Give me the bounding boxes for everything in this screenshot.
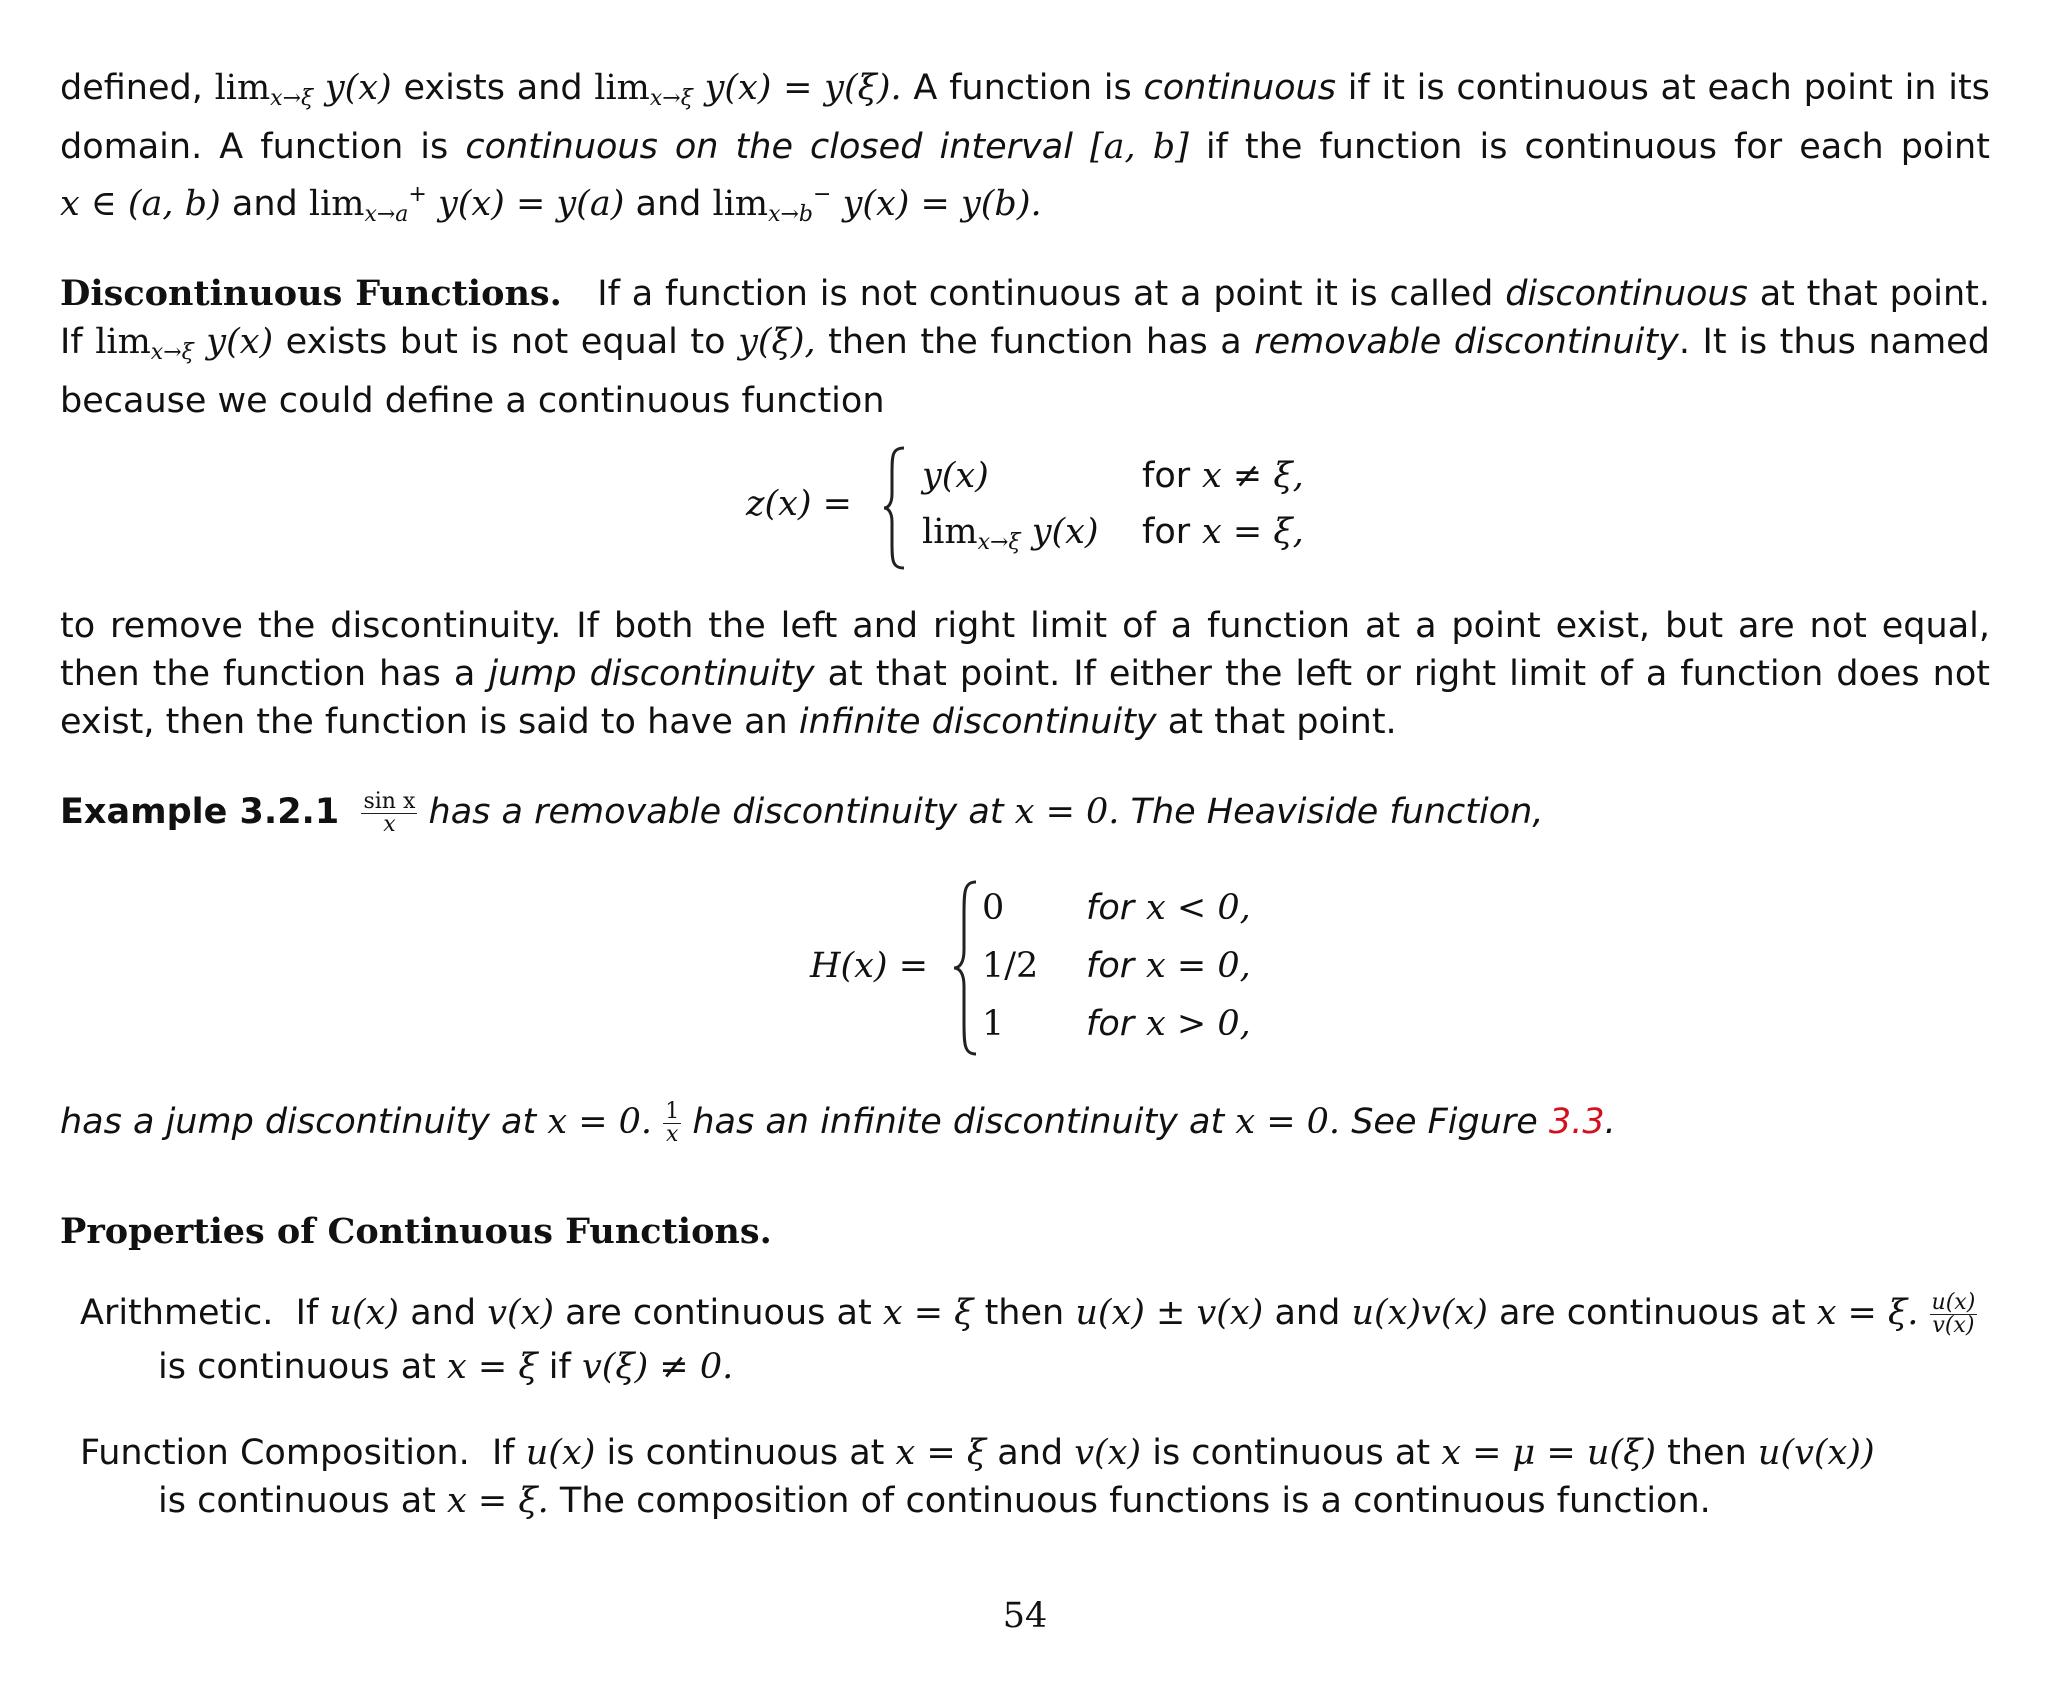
math-expr: [a, b]: [1089, 127, 1189, 167]
math-expr: u(x)v(x): [1351, 1293, 1488, 1333]
text: . It is thus named because we could define a continuous function: [60, 322, 1990, 421]
math-expr: v(ξ) ≠ 0.: [581, 1347, 734, 1387]
property-function-composition-continued: [80, 1476, 1990, 1526]
math-expr: y(x): [206, 322, 274, 362]
left-brace-icon: [882, 446, 908, 570]
fraction-numerator: u(x): [1931, 1289, 1976, 1315]
text: If: [491, 1433, 515, 1473]
document-page: [60, 0, 1990, 1687]
math-sub: x→a: [364, 202, 409, 227]
emphasis-term: discontinuous: [1505, 274, 1748, 314]
text: is continuous at: [158, 1347, 436, 1387]
property-label: Function Composition.: [80, 1433, 470, 1473]
paragraph-discontinuity-types: [60, 602, 1990, 746]
text: if it is continuous at each point in its domain. A function is: [60, 68, 1990, 167]
case-text: for: [1086, 946, 1135, 986]
equation-lhs: z(x) =: [746, 484, 852, 524]
math-expr: y(x): [1031, 512, 1099, 552]
emphasis-term: jump discontinuity: [488, 654, 815, 694]
fraction-numerator: sin x: [363, 788, 416, 814]
fraction-u-over-v: [1930, 1289, 1978, 1338]
example-label: Example 3.2.1: [60, 792, 340, 832]
text: has a jump discontinuity at: [60, 1102, 537, 1142]
fraction-sinx-over-x: [361, 788, 417, 837]
math-sub: x→ξ: [150, 340, 194, 365]
figure-reference-link[interactable]: 3.3: [1548, 1102, 1605, 1142]
text: at that point.: [1167, 702, 1397, 742]
section-heading: Discontinuous Functions.: [60, 273, 562, 314]
math-sub: x→ξ: [977, 530, 1021, 555]
text: The composition of continuous functions is a continuous function.: [559, 1481, 1711, 1521]
text: See Figure: [1351, 1102, 1538, 1142]
text: are continuous at: [565, 1293, 872, 1333]
math-lim: lim: [95, 322, 151, 362]
text: then: [1667, 1433, 1747, 1473]
math-lim: lim: [594, 68, 650, 108]
case-text: for: [1086, 1004, 1135, 1044]
math-sub: x→ξ: [270, 86, 314, 111]
text: The Heaviside function,: [1130, 792, 1544, 832]
text: and: [231, 184, 298, 224]
text: If a function is not continuous at a point it is called: [597, 274, 1494, 314]
math-sup: +: [408, 182, 427, 207]
fraction-denominator: x: [665, 1121, 679, 1147]
math-expr: x = ξ: [447, 1347, 538, 1387]
text: If: [295, 1293, 319, 1333]
fraction-one-over-x: [663, 1098, 681, 1147]
emphasis-term: removable discontinuity: [1254, 322, 1679, 362]
text: exists and: [403, 68, 583, 108]
case-condition: x = 0,: [1146, 946, 1251, 986]
case-value: 0: [982, 888, 1005, 928]
example-heading-line: [60, 788, 1990, 836]
text: and: [410, 1293, 477, 1333]
text: then: [984, 1293, 1065, 1333]
math-expr: y(x): [324, 68, 392, 108]
text: to remove the discontinuity. If both the left and right limit of a function at a point exist, but are not equal, then the function has a: [60, 606, 1990, 694]
text: then the function has a: [828, 322, 1242, 362]
math-lim: lim: [922, 512, 978, 552]
math-expr: x = μ = u(ξ): [1441, 1433, 1657, 1473]
fraction-numerator: 1: [665, 1098, 680, 1124]
math-expr: x = 0.: [1014, 792, 1120, 832]
case-limit: [922, 512, 1099, 555]
fraction-denominator: x: [383, 811, 396, 837]
left-brace-icon: [952, 880, 980, 1056]
math-sup: −: [813, 182, 832, 207]
case-value: 1: [982, 1004, 1005, 1044]
text: if: [548, 1347, 571, 1387]
math-expr: x ∈ (a, b): [60, 184, 221, 224]
math-expr: v(x): [1074, 1433, 1142, 1473]
text: is continuous at: [606, 1433, 885, 1473]
example-conclusion: [60, 1098, 1990, 1146]
equation-lhs: H(x) =: [810, 946, 929, 986]
math-expr: u(v(x)): [1757, 1433, 1875, 1473]
math-expr: v(x): [487, 1293, 555, 1333]
math-expr: y(ξ),: [738, 322, 816, 362]
property-arithmetic: [80, 1288, 1990, 1338]
text: is continuous at: [158, 1481, 436, 1521]
case-condition: x = ξ,: [1202, 512, 1304, 552]
math-expr: y(x) = y(b).: [842, 184, 1042, 224]
math-expr: x = 0.: [1235, 1102, 1341, 1142]
text: at that point. If either the left or right limit of a function does not exist, then the function is said to have an: [60, 654, 1990, 742]
text: defined,: [60, 68, 203, 108]
text: is continuous at: [1152, 1433, 1431, 1473]
case-value: y(x): [922, 456, 989, 496]
text: A function is: [913, 68, 1132, 108]
text: has a removable discontinuity at: [428, 792, 1004, 832]
case-text: for: [1142, 456, 1191, 496]
property-function-composition: [80, 1428, 1990, 1478]
math-sub: x→ξ: [649, 86, 693, 111]
paragraph-discontinuous-functions: [60, 270, 1990, 425]
emphasis-term: continuous: [1143, 68, 1336, 108]
case-text: for: [1142, 512, 1191, 552]
case-condition: x > 0,: [1146, 1004, 1251, 1044]
text: at that point. If: [60, 274, 1990, 362]
text: and: [1274, 1293, 1341, 1333]
text: if the function is continuous for each point: [1205, 127, 1990, 167]
math-expr: u(x): [329, 1293, 400, 1333]
math-expr: y(x) = y(a): [438, 184, 625, 224]
paragraph-continuity-definition: [60, 64, 1990, 239]
math-expr: x = 0.: [547, 1102, 653, 1142]
math-expr: x = ξ.: [447, 1481, 549, 1521]
section-heading: Properties of Continuous Functions.: [60, 1211, 772, 1252]
text: exists but is not equal to: [285, 322, 726, 362]
math-sub: x→b: [768, 202, 814, 227]
text: are continuous at: [1499, 1293, 1806, 1333]
case-condition: x < 0,: [1146, 888, 1251, 928]
text: .: [1604, 1102, 1616, 1142]
math-expr: x = ξ.: [1816, 1293, 1919, 1333]
math-expr: u(x): [525, 1433, 596, 1473]
text: has an infinite discontinuity at: [692, 1102, 1225, 1142]
property-label: Arithmetic.: [80, 1293, 274, 1333]
page-number: 54: [1002, 1596, 1048, 1636]
fraction-denominator: v(x): [1932, 1312, 1975, 1338]
case-condition: x ≠ ξ,: [1202, 456, 1304, 496]
math-expr: x = ξ: [895, 1433, 987, 1473]
section-properties-heading: [60, 1208, 1990, 1256]
text: and: [635, 184, 702, 224]
emphasis-term: infinite discontinuity: [798, 702, 1157, 742]
math-expr: x = ξ: [882, 1293, 974, 1333]
math-lim: lim: [712, 184, 769, 224]
math-lim: lim: [308, 184, 365, 224]
case-value: 1/2: [982, 946, 1039, 986]
case-text: for: [1086, 888, 1135, 928]
math-expr: u(x) ± v(x): [1075, 1293, 1264, 1333]
math-expr: y(x) = y(ξ).: [704, 68, 902, 108]
text: and: [997, 1433, 1064, 1473]
math-lim: lim: [214, 68, 271, 108]
emphasis-term: continuous on the closed interval: [465, 127, 1073, 167]
property-arithmetic-continued: [80, 1342, 1990, 1392]
